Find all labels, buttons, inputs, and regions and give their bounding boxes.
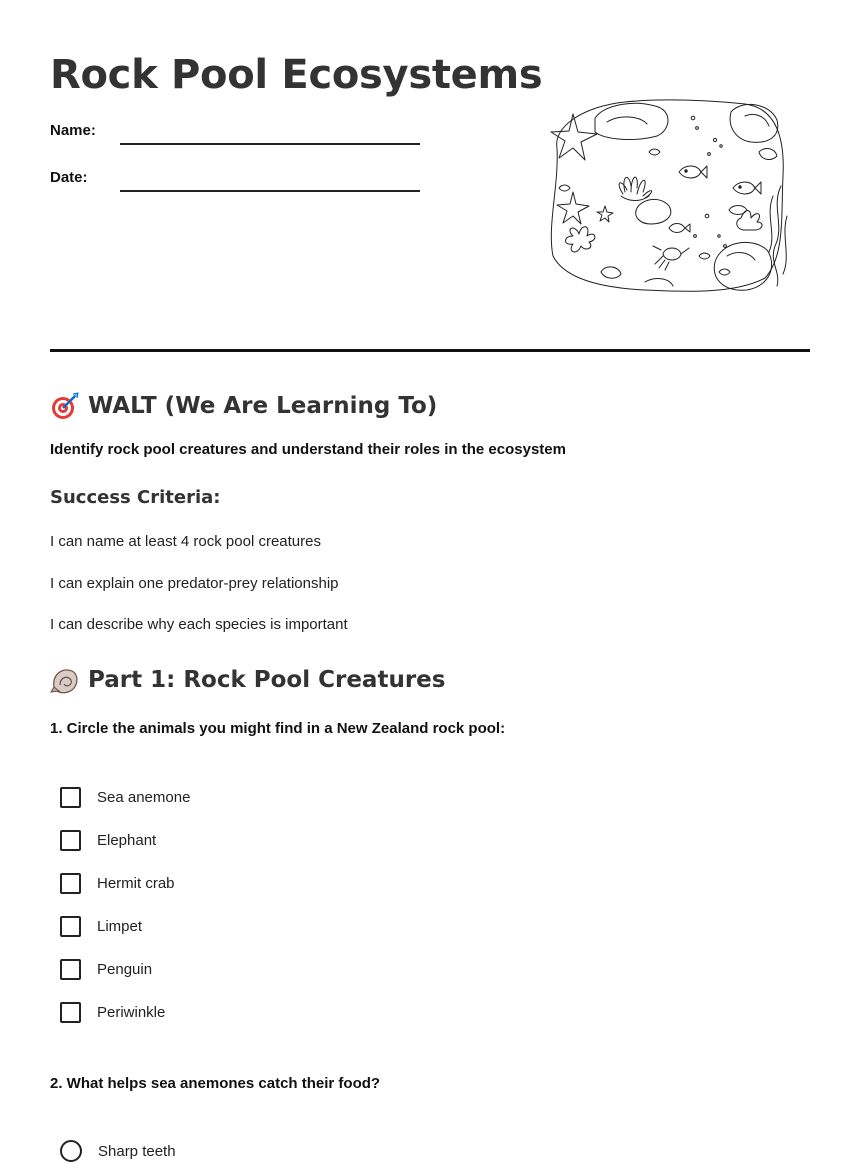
date-field[interactable] <box>50 169 430 199</box>
part1-heading <box>50 665 445 695</box>
criteria-item: I can name at least 4 rock pool creatures <box>50 533 321 550</box>
checkbox[interactable] <box>60 916 81 937</box>
criteria-item: I can describe why each species is important <box>50 616 348 633</box>
checkbox[interactable] <box>60 959 81 980</box>
option-sharp-teeth[interactable] <box>60 1138 176 1164</box>
name-label: Name: <box>50 122 96 139</box>
header-divider <box>50 349 810 352</box>
checkbox[interactable] <box>60 1002 81 1023</box>
option-label: Elephant <box>97 831 157 849</box>
option-label: Limpet <box>97 917 143 935</box>
date-label: Date: <box>50 169 88 186</box>
name-field[interactable] <box>50 122 430 152</box>
walt-heading <box>50 391 437 421</box>
question-2: 2. What helps sea anemones catch their food? <box>50 1075 381 1092</box>
checkbox[interactable] <box>60 873 81 894</box>
shell-icon <box>50 665 80 695</box>
date-line[interactable] <box>120 190 420 192</box>
option-label: Periwinkle <box>97 1003 166 1021</box>
target-icon <box>50 391 80 421</box>
walt-heading-text: WALT (We Are Learning To) <box>88 393 438 419</box>
option-elephant[interactable] <box>60 827 156 853</box>
option-periwinkle[interactable] <box>60 999 165 1025</box>
option-limpet[interactable] <box>60 913 142 939</box>
criteria-item: I can explain one predator-prey relationship <box>50 575 339 592</box>
radio-button[interactable] <box>60 1140 82 1162</box>
rock-pool-illustration <box>545 96 795 298</box>
option-hermit-crab[interactable] <box>60 870 175 896</box>
checkbox[interactable] <box>60 830 81 851</box>
success-criteria-heading: Success Criteria: <box>50 487 221 508</box>
walt-statement: Identify rock pool creatures and understand their roles in the ecosystem <box>50 441 566 458</box>
option-label: Sharp teeth <box>98 1142 176 1160</box>
question-1: 1. Circle the animals you might find in a New Zealand rock pool: <box>50 720 506 737</box>
option-penguin[interactable] <box>60 956 152 982</box>
option-label: Hermit crab <box>97 874 175 892</box>
name-line[interactable] <box>120 143 420 145</box>
page-title: Rock Pool Ecosystems <box>50 52 543 98</box>
checkbox[interactable] <box>60 787 81 808</box>
part1-heading-text: Part 1: Rock Pool Creatures <box>88 667 446 693</box>
option-label: Sea anemone <box>97 788 191 806</box>
option-sea-anemone[interactable] <box>60 784 190 810</box>
option-label: Penguin <box>97 960 153 978</box>
